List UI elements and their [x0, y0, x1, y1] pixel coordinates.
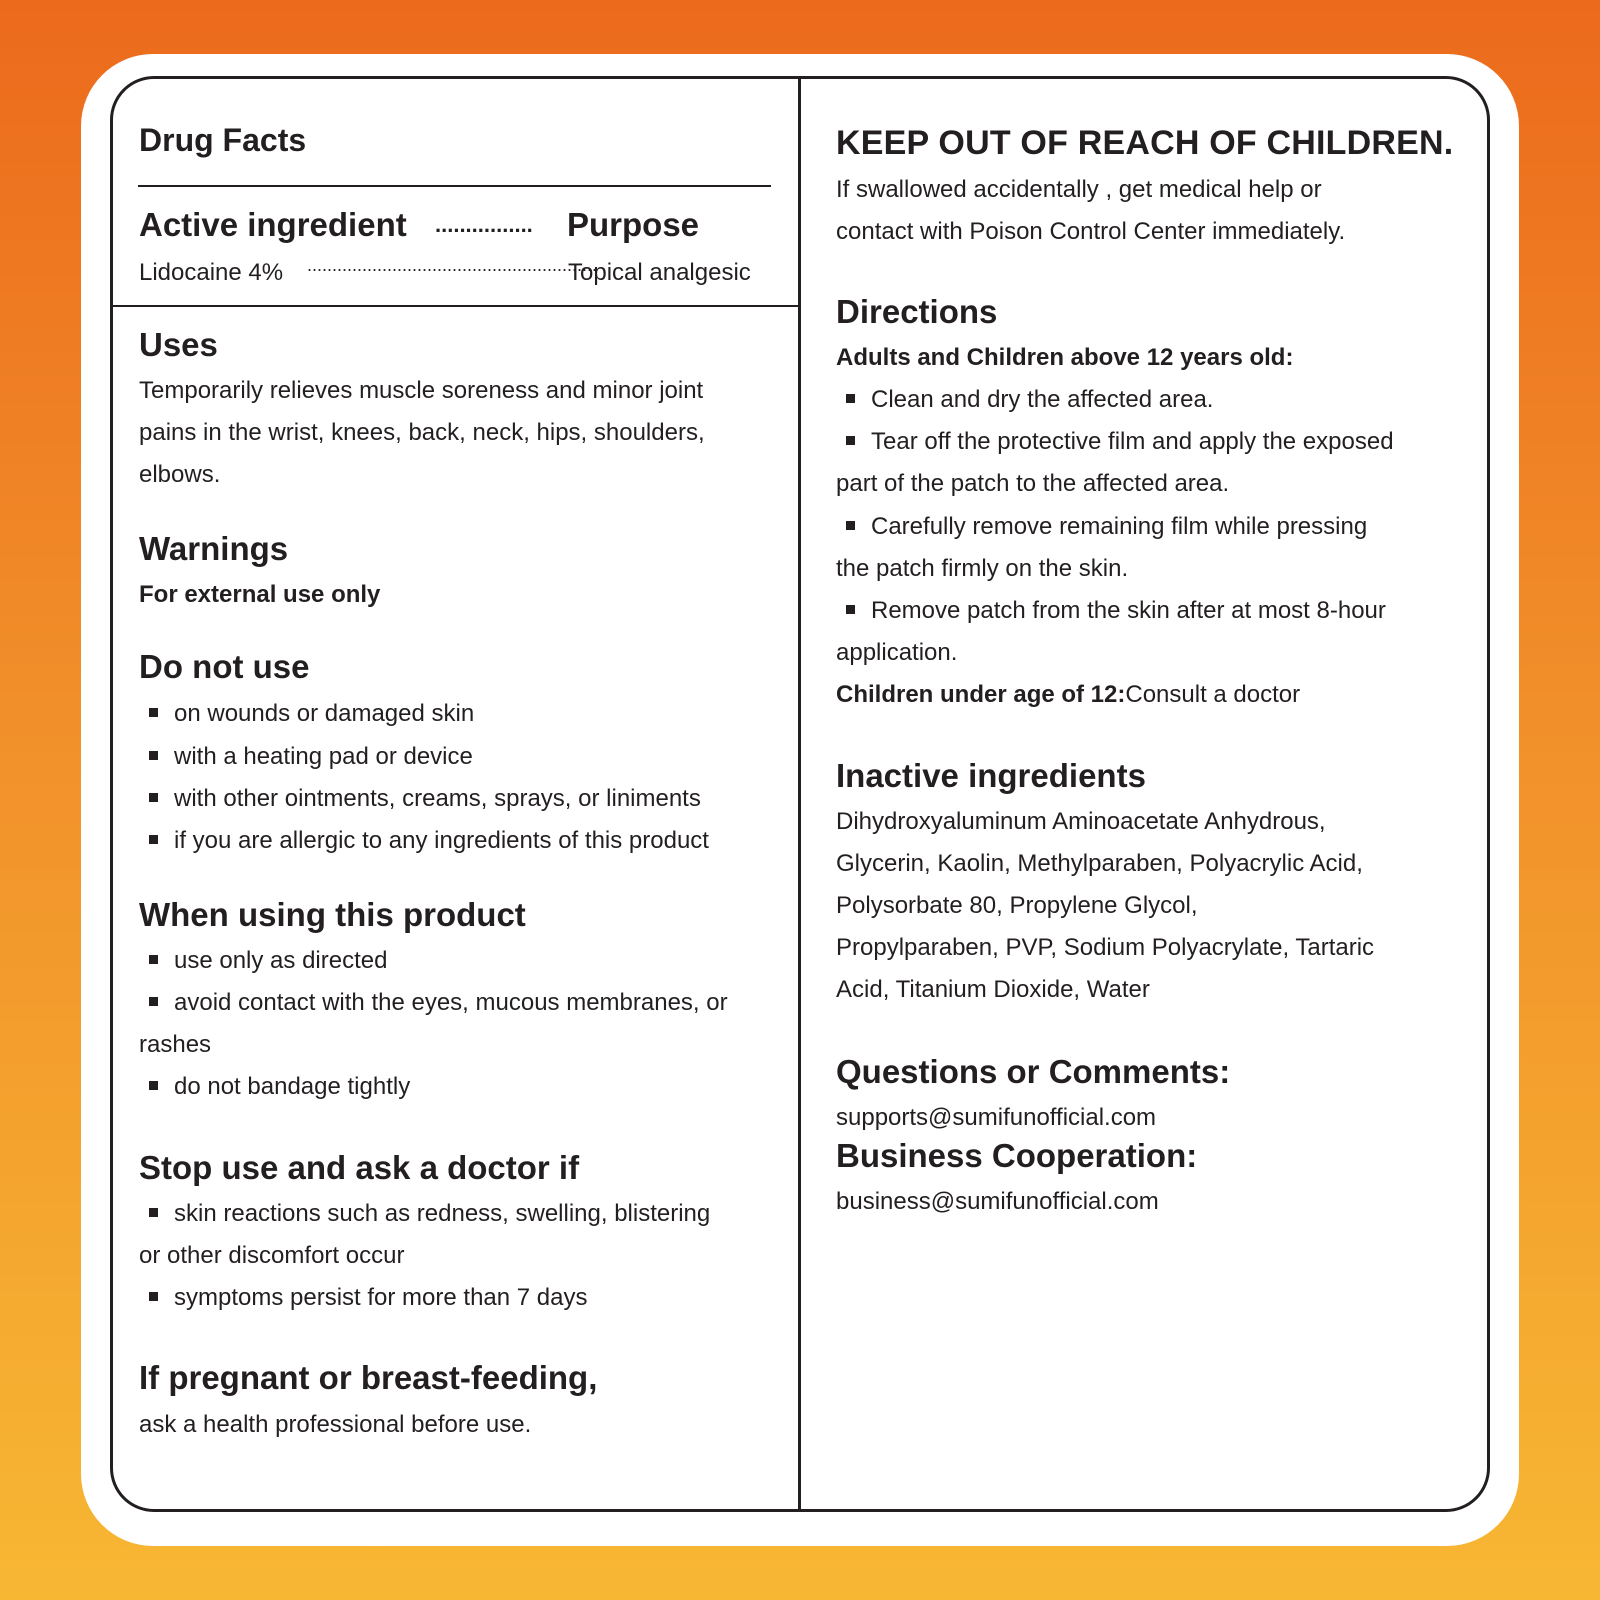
section-rule [112, 305, 800, 307]
drug-facts-title: Drug Facts [139, 122, 307, 158]
inactive-line: Propylparaben, PVP, Sodium Polyacrylate, Tartaric [836, 934, 1375, 961]
questions-heading: Questions or Comments: [836, 1053, 1231, 1090]
purpose-value: Topical analgesic [568, 259, 751, 286]
list-item-continuation: application. [836, 639, 958, 666]
dot-leader: .......................................................... [307, 255, 598, 275]
list-item: on wounds or damaged skin [139, 693, 474, 735]
warnings-subheading: For external use only [139, 581, 381, 608]
bullet-icon [149, 1292, 158, 1301]
business-email[interactable]: business@sumifunofficial.com [836, 1188, 1159, 1215]
list-item-continuation: or other discomfort occur [139, 1242, 405, 1269]
list-item-continuation: part of the patch to the affected area. [836, 470, 1230, 497]
list-item: do not bandage tightly [139, 1066, 410, 1108]
bullet-icon [149, 751, 158, 760]
inactive-heading: Inactive ingredients [836, 757, 1146, 794]
questions-email[interactable]: supports@sumifunofficial.com [836, 1104, 1157, 1131]
do-not-use-heading: Do not use [139, 648, 310, 685]
bullet-icon [846, 436, 855, 445]
bullet-icon [149, 1208, 158, 1217]
inactive-line: Acid, Titanium Dioxide, Water [836, 976, 1150, 1003]
bullet-icon [846, 394, 855, 403]
active-ingredient-label: Active ingredient [139, 206, 407, 243]
inactive-line: Dihydroxyaluminum Aminoacetate Anhydrous, [836, 808, 1326, 835]
keep-out-line: contact with Poison Control Center immediately. [836, 218, 1346, 245]
business-heading: Business Cooperation: [836, 1137, 1198, 1174]
list-item: use only as directed [139, 940, 387, 982]
list-item-continuation: rashes [139, 1031, 212, 1058]
keep-out-line: If swallowed accidentally , get medical help or [836, 176, 1322, 203]
list-item: with a heating pad or device [139, 736, 473, 778]
list-item: if you are allergic to any ingredients of this product [139, 820, 709, 862]
uses-line: pains in the wrist, knees, back, neck, hips, shoulders, [139, 419, 705, 446]
column-divider [798, 76, 801, 1512]
pregnant-heading: If pregnant or breast-feeding, [139, 1359, 598, 1396]
list-item: Remove patch from the skin after at most 8-hour [836, 590, 1386, 632]
list-item: Clean and dry the affected area. [836, 379, 1213, 421]
list-item-continuation: the patch firmly on the skin. [836, 555, 1129, 582]
list-item: Tear off the protective film and apply the exposed [836, 421, 1394, 463]
bullet-icon [846, 521, 855, 530]
inactive-line: Polysorbate 80, Propylene Glycol, [836, 892, 1198, 919]
dot-leader: ................ [435, 212, 533, 237]
bullet-icon [846, 605, 855, 614]
uses-heading: Uses [139, 326, 218, 363]
bullet-icon [149, 1081, 158, 1090]
bullet-icon [149, 835, 158, 844]
title-rule [138, 185, 771, 187]
pregnant-text: ask a health professional before use. [139, 1411, 532, 1438]
stop-use-heading: Stop use and ask a doctor if [139, 1149, 580, 1186]
bullet-icon [149, 708, 158, 717]
uses-line: Temporarily relieves muscle soreness and minor joint [139, 377, 704, 404]
list-item: symptoms persist for more than 7 days [139, 1277, 587, 1319]
list-item: Carefully remove remaining film while pressing [836, 506, 1367, 548]
bullet-icon [149, 955, 158, 964]
when-using-heading: When using this product [139, 896, 526, 933]
purpose-label: Purpose [567, 206, 700, 243]
directions-adults-label: Adults and Children above 12 years old: [836, 344, 1294, 371]
list-item: with other ointments, creams, sprays, or liniments [139, 778, 701, 820]
warnings-heading: Warnings [139, 530, 289, 567]
keep-out-heading: KEEP OUT OF REACH OF CHILDREN. [836, 124, 1454, 162]
list-item: skin reactions such as redness, swelling, blistering [139, 1193, 710, 1235]
bullet-icon [149, 793, 158, 802]
directions-children: Children under age of 12:Consult a doctor [836, 681, 1301, 708]
list-item: avoid contact with the eyes, mucous membranes, or [139, 982, 728, 1024]
directions-heading: Directions [836, 293, 998, 330]
bullet-icon [149, 997, 158, 1006]
active-ingredient-value: Lidocaine 4% [139, 259, 284, 286]
inactive-line: Glycerin, Kaolin, Methylparaben, Polyacrylic Acid, [836, 850, 1363, 877]
uses-line: elbows. [139, 461, 221, 488]
